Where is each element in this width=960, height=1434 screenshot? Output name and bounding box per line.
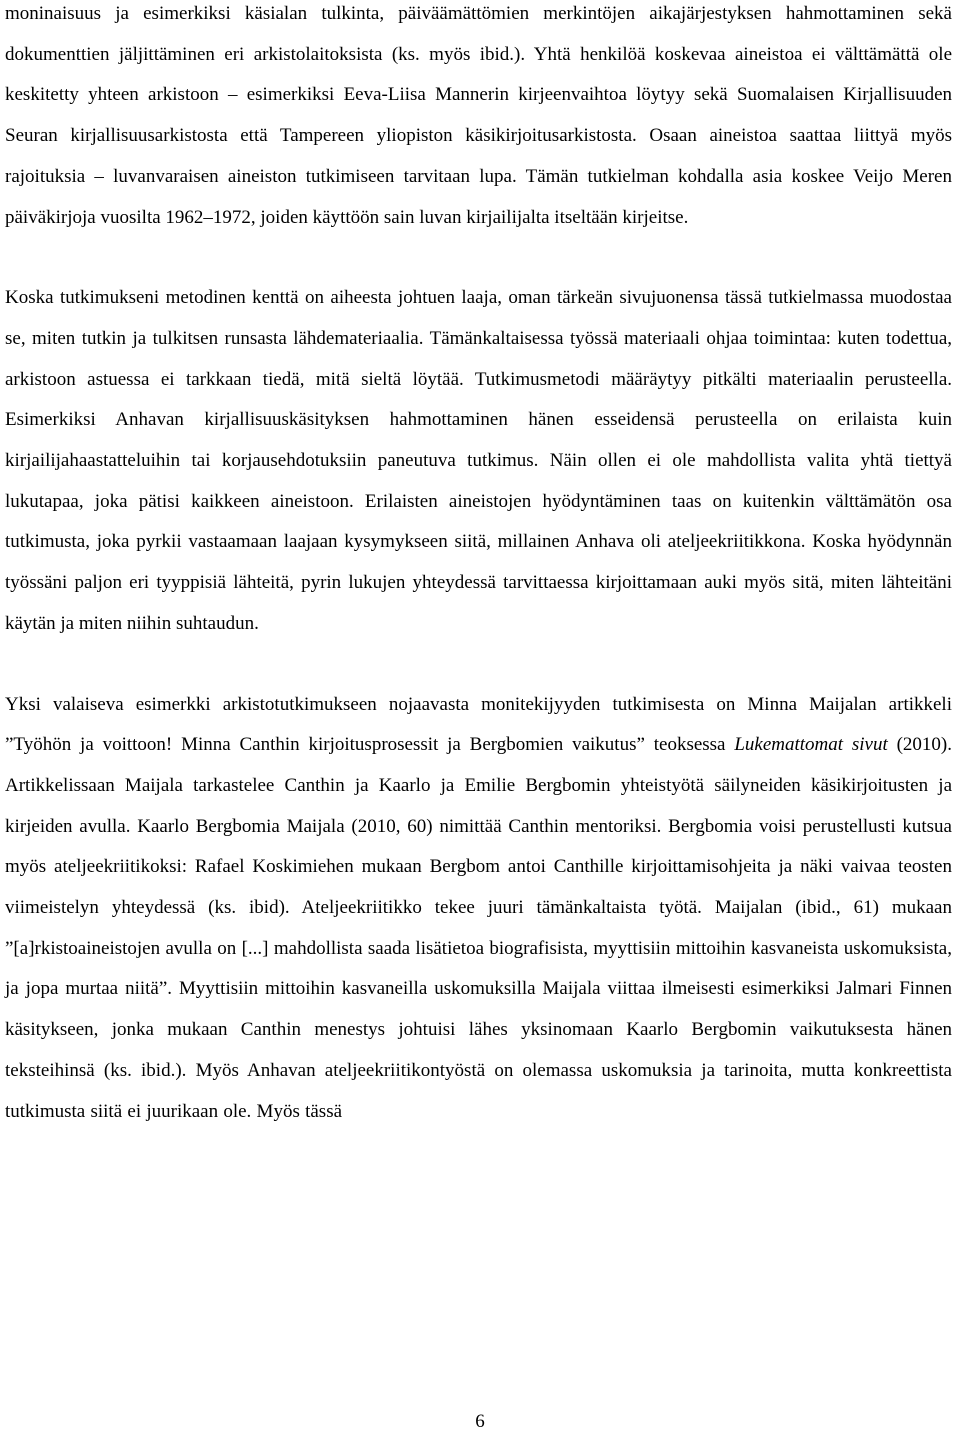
paragraph-1 (5, 0, 952, 238)
paragraph-3-text-a: Yksi valaiseva esimerkki arkistotutkimukseen nojaavasta monitekijyyden tutkimisesta on Minna Maijalan artikkeli ”Työhön ja voittoon! Minna Canthin kirjoitusprosessit ja Bergbomien vaikutus” teoksessa (5, 693, 952, 756)
paragraph-1-text: moninaisuus ja esimerkiksi käsialan tulkinta, päiväämättömien merkintöjen aikajärjestyksen hahmottaminen sekä dokumenttien jäljittäminen eri arkistolaitoksista (ks. myös ibid.). Yhtä henkilöä koskevaa aineistoa ei välttämättä ole keskitetty yhteen arkistoon – esimerkiksi Eeva-Liisa Mannerin kirjeenvaihtoa löytyy sekä Suomalaisen Kirjallisuuden Seuran kirjallisuusarkistosta että Tampereen yliopiston käsikirjoitusarkistosta. Osaan aineistoa saattaa liittyä myös rajoituksia – luvanvaraisen aineiston tutkimiseen tarvitaan lupa. Tämän tutkielman kohdalla asia koskee Veijo Meren päiväkirjoja vuosilta 1962–1972, joiden käyttöön sain luvan kirjailijalta itseltään kirjeitse. (5, 3, 952, 228)
book-title-italic: Lukemattomat sivut (734, 734, 888, 756)
document-body (5, 0, 952, 1132)
paragraph-3 (5, 685, 952, 1133)
paragraph-2 (5, 278, 952, 644)
page-number: 6 (475, 1411, 485, 1432)
paragraph-2-text: Koska tutkimukseni metodinen kenttä on aiheesta johtuen laaja, oman tärkeän sivujuonensa tässä tutkielmassa muodostaa se, miten tutkin ja tulkitsen runsasta lähdemateriaalia. Tämänkaltaisessa työssä materiaali ohjaa toimintaa: kuten todettua, arkistoon astuessa ei tarkkaan tiedä, mitä sieltä löytää. Tutkimusmetodi määräytyy pitkälti materiaalin perusteella. Esimerkiksi Anhavan kirjallisuuskäsityksen hahmottaminen hänen esseidensä perusteella on erilaista kuin kirjailijahaastatteluihin tai korjausehdotuksiin paneutuva tutkimus. Näin ollen ei ole mahdollista valita yhtä tiettyä lukutapaa, joka pätisi kaikkeen aineistoon. Erilaisten aineistojen hyödyntäminen taas on kuitenkin välttämätön osa tutkimusta, joka pyrkii vastaamaan laajaan kysymykseen siitä, millainen Anhava oli ateljeekriitikkona. Koska hyödynnän työssäni paljon eri tyyppisiä lähteitä, pyrin lukujen yhteydessä tarvittaessa kirjoittamaan auki myös sitä, miten lähteitäni käytän ja miten niihin suhtaudun. (5, 287, 952, 634)
paragraph-3-text-b: (2010). Artikkelissaan Maijala tarkastelee Canthin ja Kaarlo ja Emilie Bergbomin yhteistyötä säilyneiden käsikirjoitusten ja kirjeiden avulla. Kaarlo Bergbomia Maijala (2010, 60) nimittää Canthin mentoriksi. Bergbomia voisi perustellusti kutsua myös ateljeekriitikoksi: Rafael Koskimiehen mukaan Bergbom antoi Canthille kirjoittamisohjeita ja näki vaivaa teosten viimeistelyn yhteydessä (ks. ibid). Ateljeekriitikko tekee juuri tämänkaltaista työtä. Maijalan (ibid., 61) mukaan ”[a]rkistoaineistojen avulla on [...] mahdollista saada lisätietoa biografisista, myyttisiin mittoihin kasvaneista uskomuksista, ja jopa murtaa niitä”. Myyttisiin mittoihin kasvaneilla uskomuksilla Maijala viittaa ilmeisesti esimerkiksi Jalmari Finnen käsitykseen, jonka mukaan Canthin menestys johtuisi lähes yksinomaan Kaarlo Bergbomin vaikutuksesta hänen teksteihinsä (ks. ibid.). Myös Anhavan ateljeekriitikontyöstä on olemassa uskomuksia ja tarinoita, mutta konkreettista tutkimusta siitä ei juurikaan ole. Myös tässä (5, 734, 952, 1122)
